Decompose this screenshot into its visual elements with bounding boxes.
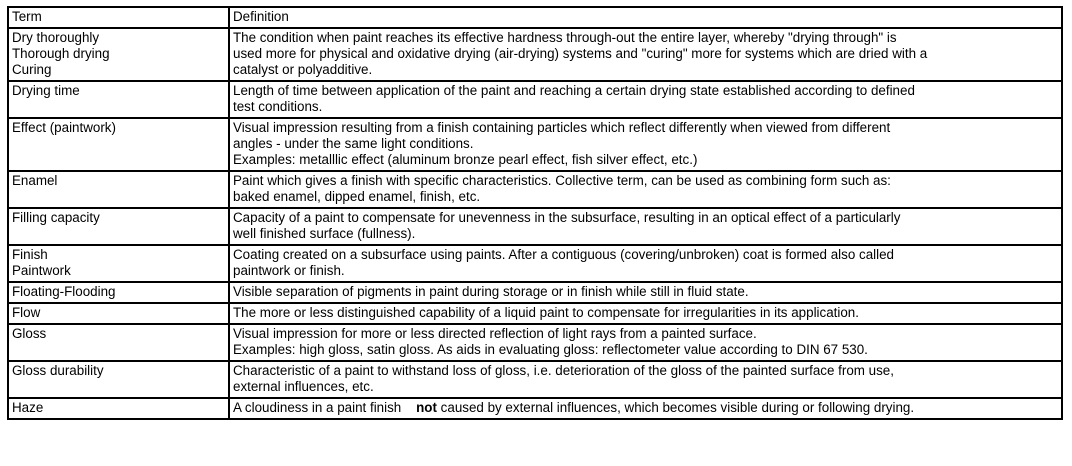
term-cell <box>8 282 229 303</box>
definition-cell <box>229 28 1062 81</box>
term-cell <box>8 303 229 324</box>
definition-text: The more or less distinguished capability of a liquid paint to compensate for irregularities in its application. <box>233 305 859 320</box>
term-text: Gloss durability <box>12 363 104 378</box>
definition-text: Visual impression resulting from a finish containing particles which reflect differently when viewed from different <box>233 120 891 135</box>
definition-text: The condition when paint reaches its effective hardness through-out the entire layer, whereby "drying through" is <box>233 30 897 45</box>
term-cell <box>8 208 229 245</box>
definition-text: Length of time between application of the paint and reaching a certain drying state established according to defined <box>233 83 915 98</box>
definition-cell <box>229 81 1062 118</box>
term-cell <box>8 324 229 361</box>
definition-text: baked enamel, dipped enamel, finish, etc. <box>233 189 481 204</box>
table-row <box>8 28 1062 81</box>
table-row <box>8 398 1062 419</box>
definition-cell <box>229 303 1062 324</box>
table-row <box>8 245 1062 282</box>
definition-text: used more for physical and oxidative drying (air-drying) systems and "curing" more for systems which are dried with a <box>233 46 928 61</box>
term-cell <box>8 361 229 398</box>
header-row <box>8 7 1062 28</box>
term-text: Drying time <box>12 83 80 98</box>
definition-text: catalyst or polyadditive. <box>233 62 373 77</box>
term-text: Gloss <box>12 326 47 341</box>
definition-text: Capacity of a paint to compensate for unevenness in the subsurface, resulting in an optical effect of a particularly <box>233 210 901 225</box>
definition-text: Visible separation of pigments in paint during storage or in finish while still in fluid state. <box>233 284 749 299</box>
definition-column-header: Definition <box>229 7 1062 28</box>
table-row <box>8 208 1062 245</box>
definition-text-part: A cloudiness in a paint finish <box>233 400 417 415</box>
term-text: Effect (paintwork) <box>12 120 116 135</box>
table-row <box>8 118 1062 171</box>
table-row <box>8 324 1062 361</box>
definition-cell <box>229 118 1062 171</box>
glossary-table <box>7 6 1063 420</box>
term-cell <box>8 28 229 81</box>
definition-text: Characteristic of a paint to withstand loss of gloss, i.e. deterioration of the gloss of the painted surface from use, <box>233 363 894 378</box>
definition-cell <box>229 398 1062 419</box>
definition-text <box>233 400 1058 416</box>
term-cell <box>8 118 229 171</box>
definition-cell <box>229 361 1062 398</box>
emphasis-not: not <box>416 400 437 415</box>
definition-text: Coating created on a subsurface using paints. After a contiguous (covering/unbroken) coat is formed also called <box>233 247 894 262</box>
definition-cell <box>229 324 1062 361</box>
term-text: Floating-Flooding <box>12 284 116 299</box>
term-text: Flow <box>12 305 41 320</box>
definition-text: Examples: metalllic effect (aluminum bronze pearl effect, fish silver effect, etc.) <box>233 152 698 167</box>
definition-text: Examples: high gloss, satin gloss. As aids in evaluating gloss: reflectometer value according to DIN 67 530. <box>233 342 868 357</box>
table-row <box>8 171 1062 208</box>
term-text: Dry thoroughly <box>12 30 100 45</box>
term-cell <box>8 398 229 419</box>
table-row <box>8 81 1062 118</box>
term-cell <box>8 171 229 208</box>
term-text: Filling capacity <box>12 210 100 225</box>
term-cell <box>8 245 229 282</box>
definition-cell <box>229 208 1062 245</box>
definition-text-part: caused by external influences, which becomes visible during or following drying. <box>436 400 915 415</box>
definition-text: paintwork or finish. <box>233 263 345 278</box>
term-text: Thorough drying <box>12 46 110 61</box>
term-text: Haze <box>12 400 44 415</box>
definition-text: well finished surface (fullness). <box>233 226 416 241</box>
definition-text: Visual impression for more or less directed reflection of light rays from a painted surface. <box>233 326 757 341</box>
definition-text: angles - under the same light conditions. <box>233 136 474 151</box>
table-row <box>8 282 1062 303</box>
term-column-header: Term <box>8 7 229 28</box>
term-text: Enamel <box>12 173 58 188</box>
definition-text: test conditions. <box>233 99 323 114</box>
definition-cell <box>229 282 1062 303</box>
definition-cell <box>229 171 1062 208</box>
definition-text: external influences, etc. <box>233 379 374 394</box>
term-cell <box>8 81 229 118</box>
term-text: Paintwork <box>12 263 71 278</box>
term-text: Finish <box>12 247 48 262</box>
definition-text: Paint which gives a finish with specific characteristics. Collective term, can be used as combining form such as: <box>233 173 891 188</box>
table-row <box>8 361 1062 398</box>
table-row <box>8 303 1062 324</box>
term-text: Curing <box>12 62 52 77</box>
definition-cell <box>229 245 1062 282</box>
